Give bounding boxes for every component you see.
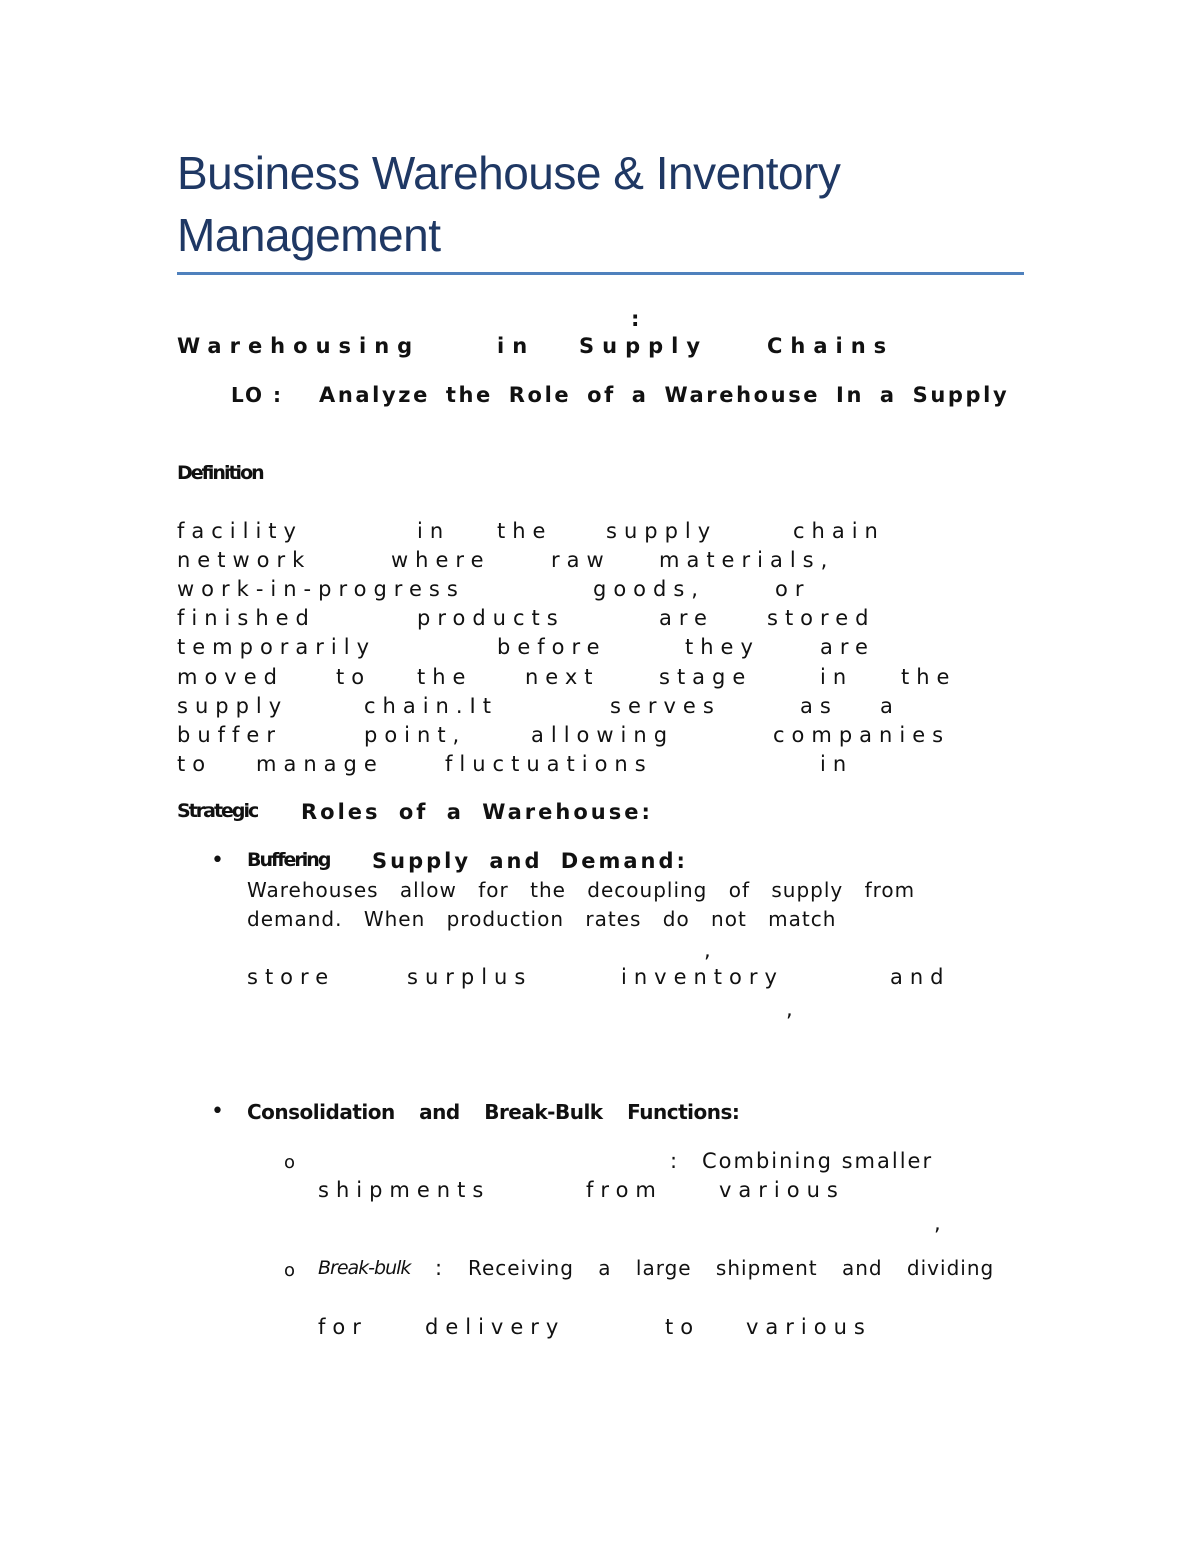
word: work-in-progress (177, 577, 465, 601)
word: facility (177, 519, 303, 543)
sub2-label: Break-bulk (318, 1257, 411, 1279)
word: inventory (621, 965, 784, 989)
sub1-comma: , (934, 1211, 941, 1235)
consolidation-heading: Consolidation and Break-Bulk Functions: (247, 1100, 740, 1124)
word: network (177, 548, 312, 572)
word: materials, (659, 548, 835, 572)
sub-bullet-circle: o (284, 1152, 296, 1173)
word: finished (177, 606, 316, 630)
word: serves (610, 694, 721, 718)
section-colon: : (631, 307, 640, 331)
word: supply (606, 519, 718, 543)
section-word-warehousing: Warehousing (177, 334, 421, 358)
strategic-heading-rest: Roles of a Warehouse: (301, 800, 653, 824)
word: moved (177, 665, 284, 689)
word: supply (177, 694, 289, 718)
word: shipments (318, 1178, 491, 1202)
section-word-supply: Supply (579, 334, 709, 358)
word: before (497, 635, 607, 659)
buffering-comma-2: , (786, 997, 793, 1021)
buffering-line-2: demand. When production rates do not match (247, 907, 837, 931)
word: various (746, 1315, 872, 1339)
word: buffer (177, 723, 282, 747)
buffering-label: Buffering (247, 849, 330, 871)
word: to (177, 752, 213, 776)
section-word-chains: Chains (767, 334, 895, 358)
word: chain.It (364, 694, 498, 718)
sub2-colon: : (435, 1256, 443, 1280)
word: are (659, 606, 714, 630)
word: manage (256, 752, 384, 776)
word: delivery (425, 1315, 566, 1339)
word: are (820, 635, 875, 659)
word: point, (364, 723, 467, 747)
buffering-heading-rest: Supply and Demand: (372, 849, 688, 873)
word: companies (773, 723, 951, 747)
word: a (880, 694, 900, 718)
buffering-comma-1: , (704, 938, 711, 962)
definition-heading: Definition (177, 462, 263, 484)
word: products (417, 606, 565, 630)
word: and (890, 965, 951, 989)
word: to (336, 665, 372, 689)
word: allowing (531, 723, 675, 747)
bullet-dot: • (211, 848, 224, 873)
word: as (800, 694, 838, 718)
document-title-line-2: Management (177, 209, 441, 261)
word: they (685, 635, 760, 659)
sub1-colon: : (670, 1149, 678, 1173)
word: chain (793, 519, 885, 543)
word: to (665, 1315, 701, 1339)
word: goods, (593, 577, 705, 601)
word: where (391, 548, 491, 572)
word: fluctuations (445, 752, 653, 776)
bullet-dot: • (211, 1099, 224, 1124)
lo-text: Analyze the Role of a Warehouse In a Supply (319, 383, 1010, 407)
sub2-text: Receiving a large shipment and dividing (468, 1256, 995, 1280)
word: temporarily (177, 635, 377, 659)
title-underline (177, 272, 1024, 275)
word: the (417, 665, 473, 689)
word: various (719, 1178, 845, 1202)
sub1-text: Combining smaller (702, 1149, 934, 1173)
lo-label: LO : (231, 383, 283, 407)
word: or (775, 577, 811, 601)
word: the (901, 665, 957, 689)
word: in (820, 665, 854, 689)
word: in (820, 752, 854, 776)
sub-bullet-circle: o (284, 1260, 296, 1281)
word: stored (767, 606, 876, 630)
word: raw (551, 548, 611, 572)
strategic-label: Strategic (177, 800, 258, 822)
document-title-line-1: Business Warehouse & Inventory (177, 147, 841, 199)
word: stage (659, 665, 753, 689)
word: in (417, 519, 451, 543)
word: next (525, 665, 600, 689)
word: surplus (407, 965, 533, 989)
section-word-in: in (497, 334, 536, 358)
word: from (586, 1178, 663, 1202)
buffering-line-1: Warehouses allow for the decoupling of supply from (247, 878, 916, 902)
word: the (497, 519, 553, 543)
word: store (247, 965, 336, 989)
word: for (318, 1315, 368, 1339)
